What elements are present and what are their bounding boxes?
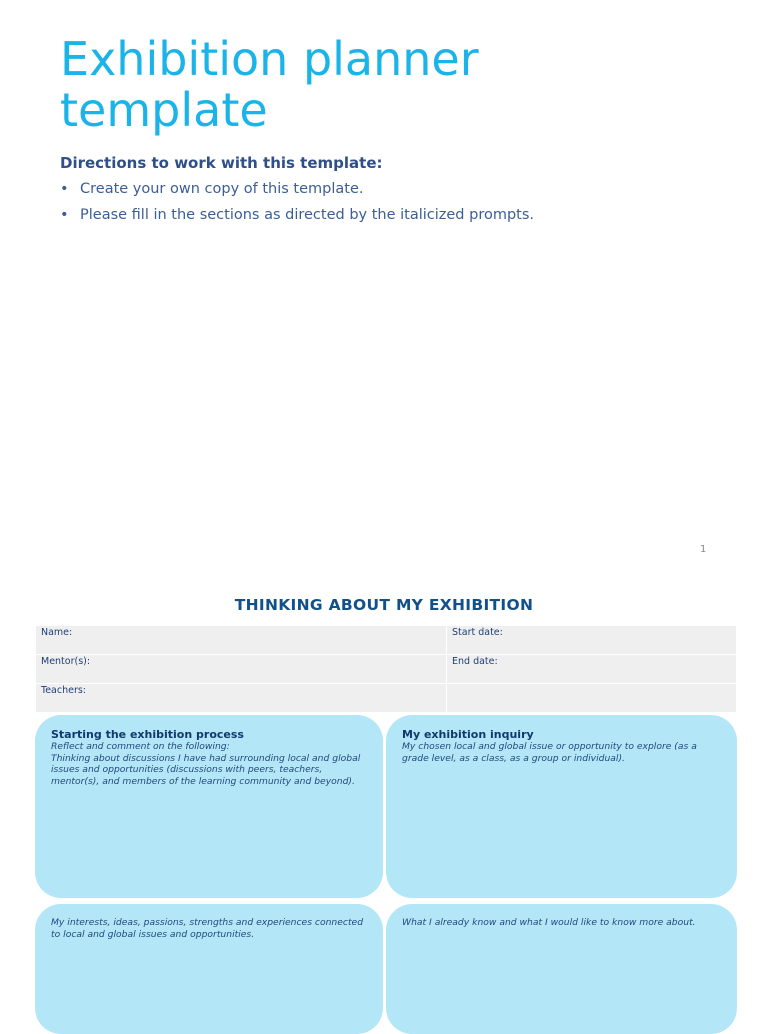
card-prompt: My interests, ideas, passions, strengths and experiences connected to local and global issues and opportunities. — [51, 917, 364, 940]
page-title: Exhibition planner template — [60, 32, 479, 137]
card-heading: Starting the exhibition process — [51, 728, 244, 741]
card-heading: My exhibition inquiry — [402, 728, 534, 741]
empty-cell — [447, 684, 737, 713]
card-prompt: What I already know and what I would like to know more about. — [402, 917, 696, 928]
exhibition-inquiry-card[interactable] — [386, 715, 737, 898]
section-title: THINKING ABOUT MY EXHIBITION — [234, 596, 534, 614]
student-info-table — [35, 625, 737, 713]
directions-list — [60, 180, 534, 232]
prior-knowledge-card[interactable] — [386, 904, 737, 1034]
start-date-field[interactable]: Start date: — [447, 626, 737, 655]
list-item — [60, 180, 534, 198]
table-row — [36, 684, 737, 713]
card-prompt: My chosen local and global issue or opportunity to explore (as a grade level, as a class, as a group or individual). — [402, 741, 697, 764]
directions-heading: Directions to work with this template: — [60, 154, 383, 172]
mentors-field[interactable]: Mentor(s): — [36, 655, 447, 684]
list-item — [60, 206, 534, 224]
document-page-2 — [0, 570, 768, 1024]
teachers-field[interactable]: Teachers: — [36, 684, 447, 713]
end-date-field[interactable]: End date: — [447, 655, 737, 684]
bullet-icon: • — [60, 181, 69, 197]
direction-text: Create your own copy of this template. — [80, 181, 364, 197]
direction-text: Please fill in the sections as directed by the italicized prompts. — [80, 207, 535, 223]
bullet-icon: • — [60, 207, 69, 223]
table-row — [36, 626, 737, 655]
starting-process-card[interactable] — [35, 715, 383, 898]
table-row — [36, 655, 737, 684]
page-number: 1 — [700, 544, 707, 555]
name-field[interactable]: Name: — [36, 626, 447, 655]
card-prompt: Reflect and comment on the following: Thinking about discussions I have had surrounding local and global issues and opportunities (discussions with peers, teachers, mentor(s), and members of the learning community and beyond). — [51, 741, 361, 787]
interests-card[interactable] — [35, 904, 383, 1034]
